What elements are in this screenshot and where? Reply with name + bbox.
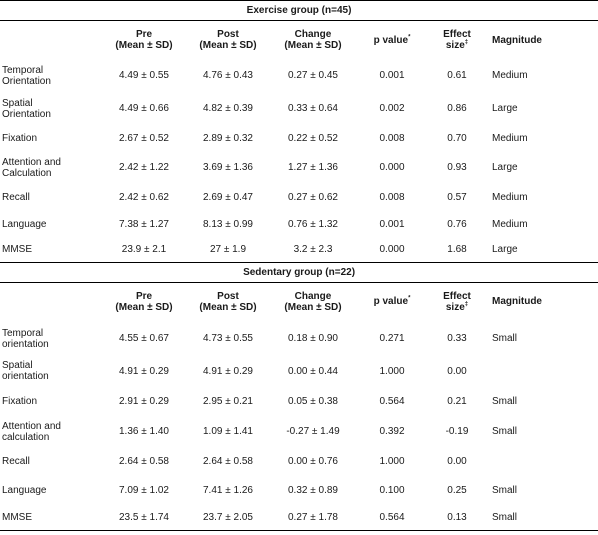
p-value: 1.000	[379, 455, 405, 467]
header-change	[268, 282, 358, 321]
variable-name-line: Recall	[2, 192, 30, 203]
header-p-value-footnote: *	[408, 34, 411, 41]
variable-name	[0, 125, 100, 151]
header-effect-size-line1: Effect	[443, 29, 471, 40]
change-value: 0.00 ± 0.76	[288, 455, 338, 467]
pre-value: 4.49 ± 0.66	[119, 103, 169, 114]
variable-name	[0, 92, 100, 125]
change-value: -0.27 ± 1.49	[286, 426, 340, 437]
header-change-line1: Change	[294, 290, 332, 302]
variable-name	[0, 151, 100, 184]
post-value: 4.82 ± 0.39	[203, 103, 253, 114]
header-pre	[100, 21, 188, 60]
variable-name-line: Orientation	[2, 75, 51, 87]
change-value: 3.2 ± 2.3	[268, 238, 358, 262]
header-p-value-footnote: *	[408, 295, 411, 302]
variable-name-line: Attention and	[2, 420, 61, 432]
change-value: 0.27 ± 0.45	[288, 70, 338, 81]
variable-name	[0, 238, 100, 262]
effect-size-value: 0.61	[447, 70, 467, 81]
header-effect-size-line2: size	[445, 301, 465, 313]
header-p-value-text: p value	[373, 34, 409, 46]
header-change	[268, 21, 358, 60]
header-change-line2: (Mean ± SD)	[284, 301, 342, 313]
pre-value: 2.91 ± 0.29	[119, 395, 169, 407]
results-table-body	[0, 1, 598, 531]
variable-name	[0, 476, 100, 505]
magnitude-value: Medium	[492, 219, 528, 230]
header-pre-line1: Pre	[135, 29, 153, 40]
variable-name-line: MMSE	[2, 511, 32, 523]
effect-size-value: 0.57	[447, 192, 467, 203]
post-value: 4.76 ± 0.43	[203, 70, 253, 81]
variable-name	[0, 59, 100, 92]
p-value: 0.564	[379, 395, 405, 407]
post-value: 2.89 ± 0.32	[203, 132, 253, 144]
effect-size-value: 1.68	[426, 238, 488, 262]
exercise-group-title-row	[0, 1, 598, 21]
p-value: 1.000	[379, 365, 405, 377]
variable-name	[0, 321, 100, 357]
table-row	[0, 238, 598, 262]
magnitude-value: Large	[492, 103, 518, 114]
header-change-line1: Change	[294, 29, 332, 40]
header-pre-line1: Pre	[135, 290, 153, 302]
variable-name-line: MMSE	[2, 244, 32, 256]
magnitude-value: Medium	[492, 70, 528, 81]
header-p-value	[358, 282, 426, 321]
table-row	[0, 505, 598, 531]
post-value: 1.09 ± 1.41	[203, 426, 253, 437]
magnitude-value: Small	[492, 395, 518, 407]
magnitude-value	[488, 357, 598, 386]
pre-value: 23.9 ± 2.1	[100, 238, 188, 262]
header-pre-line2: (Mean ± SD)	[115, 301, 173, 313]
change-value: 0.32 ± 0.89	[288, 484, 338, 496]
change-value: 0.33 ± 0.64	[288, 103, 338, 114]
variable-name-line: Fixation	[2, 132, 38, 144]
table-row	[0, 211, 598, 238]
effect-size-value: 0.76	[447, 219, 467, 230]
header-pre	[100, 282, 188, 321]
header-effect-size-footnote: ‡	[464, 39, 469, 46]
p-value: 0.001	[379, 219, 405, 230]
table-row	[0, 184, 598, 211]
table-row	[0, 321, 598, 357]
header-post-line2: (Mean ± SD)	[199, 301, 257, 313]
table-row	[0, 357, 598, 386]
magnitude-value: Small	[492, 484, 518, 496]
effect-size-value: 0.13	[426, 505, 488, 531]
header-post-line2: (Mean ± SD)	[199, 40, 257, 51]
p-value: 0.002	[379, 103, 405, 114]
exercise-header-row	[0, 21, 598, 60]
variable-name	[0, 505, 100, 531]
effect-size-value: 0.93	[447, 162, 467, 173]
post-value: 23.7 ± 2.05	[188, 505, 268, 531]
magnitude-value: Medium	[492, 192, 528, 203]
variable-name-line: Recall	[2, 455, 30, 467]
effect-size-value: 0.21	[447, 395, 467, 407]
header-p-value-text: p value	[373, 296, 409, 307]
magnitude-value	[488, 447, 598, 476]
effect-size-value: 0.25	[447, 484, 467, 496]
table-row	[0, 386, 598, 417]
magnitude-value: Medium	[492, 132, 528, 144]
header-magnitude: Magnitude	[492, 296, 542, 307]
p-value: 0.000	[358, 238, 426, 262]
effect-size-value: 0.86	[447, 103, 467, 114]
post-value: 3.69 ± 1.36	[203, 162, 253, 173]
effect-size-value: 0.00	[447, 365, 467, 377]
magnitude-value: Small	[492, 426, 518, 437]
effect-size-value: 0.70	[447, 132, 467, 144]
header-change-line2: (Mean ± SD)	[284, 40, 342, 51]
post-value: 27 ± 1.9	[188, 238, 268, 262]
post-value: 2.69 ± 0.47	[203, 192, 253, 203]
pre-value: 2.42 ± 0.62	[119, 192, 169, 203]
header-post-line1: Post	[217, 290, 239, 302]
magnitude-value: Small	[488, 505, 598, 531]
p-value: 0.100	[379, 484, 405, 496]
post-value: 8.13 ± 0.99	[203, 219, 253, 230]
pre-value: 7.38 ± 1.27	[119, 219, 169, 230]
table-row	[0, 417, 598, 447]
table-row	[0, 59, 598, 92]
p-value: 0.392	[379, 426, 405, 437]
variable-name-line: Fixation	[2, 395, 38, 407]
table-row	[0, 476, 598, 505]
variable-name-line: Orientation	[2, 108, 51, 120]
post-value: 4.73 ± 0.55	[203, 333, 253, 344]
header-post	[188, 21, 268, 60]
table-row	[0, 125, 598, 151]
variable-name-line: Spatial	[2, 360, 33, 371]
post-value: 2.64 ± 0.58	[203, 455, 253, 467]
change-value: 0.05 ± 0.38	[288, 395, 338, 407]
pre-value: 4.55 ± 0.67	[119, 333, 169, 344]
p-value: 0.271	[379, 333, 405, 344]
sedentary-header-row	[0, 282, 598, 321]
exercise-group-title: Exercise group (n=45)	[0, 1, 598, 21]
variable-name	[0, 417, 100, 447]
variable-name-line: Language	[2, 219, 47, 230]
header-effect-size-footnote: ‡	[464, 301, 469, 308]
post-value: 4.91 ± 0.29	[203, 365, 253, 377]
pre-value: 2.67 ± 0.52	[119, 132, 169, 144]
change-value: 0.27 ± 1.78	[268, 505, 358, 531]
magnitude-value: Small	[492, 333, 518, 344]
variable-name-line: Language	[2, 484, 47, 496]
table-row	[0, 447, 598, 476]
variable-name-line: orientation	[2, 338, 49, 350]
header-post	[188, 282, 268, 321]
magnitude-value: Large	[488, 238, 598, 262]
change-value: 1.27 ± 1.36	[288, 162, 338, 173]
pre-value: 2.64 ± 0.58	[119, 455, 169, 467]
variable-name-line: Temporal	[2, 327, 44, 339]
effect-size-value: 0.00	[447, 455, 467, 467]
header-post-line1: Post	[217, 29, 239, 40]
pre-value: 4.49 ± 0.55	[119, 70, 169, 81]
p-value: 0.008	[379, 132, 405, 144]
variable-name-line: Calculation	[2, 167, 52, 179]
variable-name-line: Temporal	[2, 64, 44, 76]
header-blank	[0, 282, 100, 321]
effect-size-value: 0.33	[447, 333, 467, 344]
table-row	[0, 151, 598, 184]
change-value: 0.00 ± 0.44	[288, 365, 338, 377]
post-value: 2.95 ± 0.21	[203, 395, 253, 407]
header-p-value	[358, 21, 426, 60]
pre-value: 23.5 ± 1.74	[100, 505, 188, 531]
variable-name	[0, 211, 100, 238]
variable-name-line: Attention and	[2, 156, 61, 168]
pre-value: 1.36 ± 1.40	[119, 426, 169, 437]
effect-size-value: -0.19	[445, 426, 469, 437]
header-magnitude: Magnitude	[492, 34, 542, 46]
variable-name	[0, 357, 100, 386]
header-pre-line2: (Mean ± SD)	[115, 40, 173, 51]
header-effect-size-line1: Effect	[443, 290, 471, 302]
change-value: 0.18 ± 0.90	[288, 333, 338, 344]
change-value: 0.76 ± 1.32	[288, 219, 338, 230]
magnitude-value: Large	[492, 162, 518, 173]
header-effect-size	[426, 282, 488, 321]
variable-name-line: calculation	[2, 431, 50, 443]
pre-value: 7.09 ± 1.02	[119, 484, 169, 496]
header-effect-size-line2: size	[445, 40, 465, 51]
variable-name	[0, 184, 100, 211]
variable-name	[0, 386, 100, 417]
variable-name	[0, 447, 100, 476]
change-value: 0.27 ± 0.62	[288, 192, 338, 203]
p-value: 0.008	[379, 192, 405, 203]
table-row	[0, 92, 598, 125]
change-value: 0.22 ± 0.52	[288, 132, 338, 144]
pre-value: 4.91 ± 0.29	[119, 365, 169, 377]
variable-name-line: orientation	[2, 371, 49, 382]
header-blank	[0, 21, 100, 60]
sedentary-group-title: Sedentary group (n=22)	[0, 262, 598, 282]
pre-value: 2.42 ± 1.22	[119, 162, 169, 173]
variable-name-line: Spatial	[2, 97, 33, 109]
p-value: 0.564	[358, 505, 426, 531]
p-value: 0.001	[379, 70, 405, 81]
p-value: 0.000	[379, 162, 405, 173]
post-value: 7.41 ± 1.26	[203, 484, 253, 496]
header-effect-size	[426, 21, 488, 60]
sedentary-group-title-row	[0, 262, 598, 282]
